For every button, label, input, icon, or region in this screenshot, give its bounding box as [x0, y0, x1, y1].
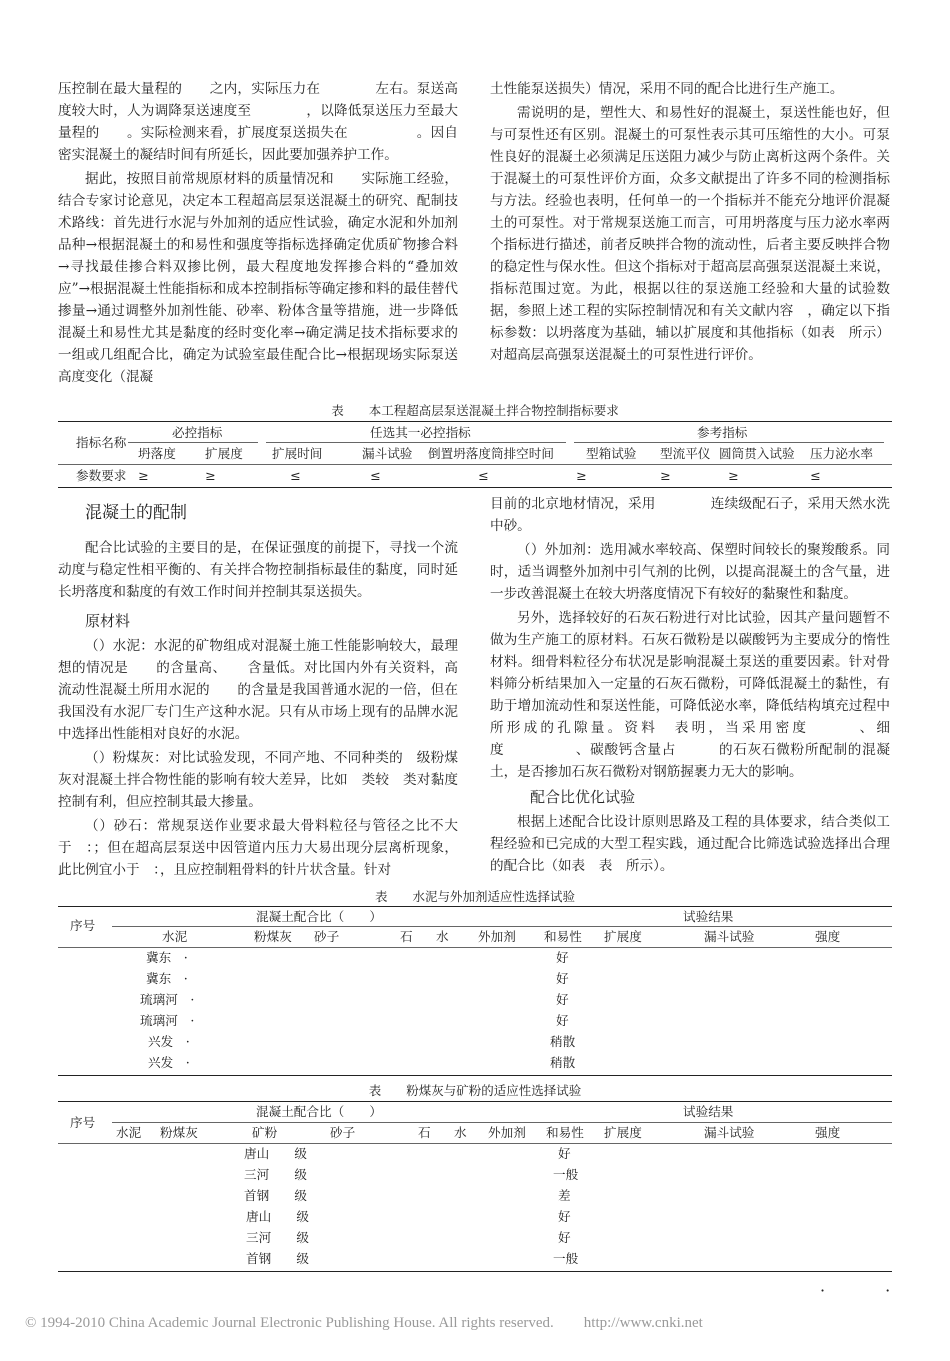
table-row-slag: 首钢 级	[244, 1188, 307, 1203]
copyright-footer: © 1994-2010 China Academic Journal Electronic Publishing House. All rights reserved. http://www.cnki.net	[25, 1315, 703, 1331]
paragraph: 土性能泵送损失）情况，采用不同的配合比进行生产施工。	[490, 81, 844, 97]
table-row-slag: 唐山 级	[246, 1209, 309, 1224]
paragraph: 配合比试验的主要目的是，在保证强度的前提下，寻找一个流动度与稳定性相平衡的、有关拌合物控制指标最佳的黏度，同时延长坍落度和黏度的有效工作时间并控制其泵送损失。	[58, 540, 458, 600]
paragraph: （）粉煤灰：对比试验发现，不同产地、不同种类的 级粉煤灰对混凝土拌合物性能的影响有较大差异，比如 类较 类对黏度控制有利，但应控制其最大掺量。	[58, 750, 458, 810]
table2-col-header: 砂子	[314, 929, 340, 944]
subsection-title: 配合比优化试验	[530, 788, 636, 806]
table2-col-header: 强度	[815, 929, 841, 944]
table3-col-header: 水	[454, 1125, 467, 1140]
table-row-workability: 好	[556, 950, 569, 965]
table3-caption: 表 粉煤灰与矿粉的适应性选择试验	[368, 1083, 582, 1098]
page-number-marks: · ·	[820, 1281, 913, 1300]
subsection-title: 原材料	[85, 612, 131, 630]
table2-col-header: 水	[436, 929, 449, 944]
table1-value: ≥	[660, 468, 671, 483]
table1-value: ≥	[576, 468, 587, 483]
table1-caption: 表 本工程超高层泵送混凝土拌合物控制指标要求	[331, 403, 619, 418]
table3-top-rule	[58, 1101, 892, 1102]
table-row-slag: 三河 级	[244, 1167, 307, 1182]
table3-col-header: 漏斗试验	[704, 1125, 755, 1140]
table-row-workability: 好	[558, 1146, 571, 1161]
table-row-cement: 琉璃河 ·	[140, 992, 195, 1007]
table-row-cement: 兴发 ·	[148, 1034, 190, 1049]
table1-value: ≤	[290, 468, 301, 483]
table1-col-header: 坍落度	[138, 446, 176, 461]
table2-col-header: 粉煤灰	[254, 929, 292, 944]
table3-col-header: 粉煤灰	[160, 1125, 198, 1140]
table-row-workability: 好	[558, 1209, 571, 1224]
paragraph: 根据上述配合比设计原则思路及工程的具体要求，结合类似工程经验和已完成的大型工程实践，通过配合比筛选试验选择出合理的配合比（如表 表 所示）。	[490, 814, 890, 874]
table3-col-header: 矿粉	[252, 1125, 278, 1140]
table1-group: 必控指标	[172, 425, 223, 440]
table-row-workability: 好	[556, 971, 569, 986]
paragraph: （）外加剂：选用减水率较高、保塑时间较长的聚羧酸系。同时，适当调整外加剂中引气剂的比例，以提高混凝土的含气量，进一步改善混凝土在较大坍落度情况下有较好的黏聚性和黏度。	[490, 542, 890, 602]
table1-col-header: 漏斗试验	[362, 446, 413, 461]
table2-col-header: 外加剂	[478, 929, 516, 944]
table2-seq-label: 序号	[70, 918, 96, 933]
table2-col-header: 漏斗试验	[704, 929, 755, 944]
table1-group: 任选其一必控指标	[370, 425, 471, 440]
table1-value: ≤	[478, 468, 489, 483]
table-row-workability: 好	[556, 1013, 569, 1028]
table2-col-header: 水泥	[162, 929, 188, 944]
table3-col-header: 和易性	[546, 1125, 584, 1140]
table1-col-header: 扩展度	[205, 446, 243, 461]
table-row-slag: 首钢 级	[246, 1251, 309, 1266]
table3-col-header: 砂子	[330, 1125, 356, 1140]
table3-header-rule	[58, 1143, 892, 1144]
table1-col-header: 圆筒贯入试验	[719, 446, 795, 461]
table-row-workability: 一般	[553, 1251, 579, 1266]
table-row-workability: 好	[558, 1230, 571, 1245]
table1-value: ≥	[205, 468, 216, 483]
table2-caption: 表 水泥与外加剂适应性选择试验	[374, 889, 575, 904]
table1-value: ≤	[810, 468, 821, 483]
paragraph: 需说明的是，塑性大、和易性好的混凝土，泵送性能也好，但与可泵性还有区别。混凝土的可泵性表示其可压缩性的大小。可泵性良好的混凝土必须满足压送阻力减少与防止离析这两个条件。关于混凝土的可泵性评价方面，众多文献提出了许多不同的检测指标与方法。经验也表明，任何单一的一个指标并不能充分地评价混凝土的可泵性。对于常规泵送施工而言，可用坍落度与压力泌水率两个指标进行描述，前者反映拌合物的流动性，后者主要反映拌合物的稳定性与保水性。但这个指标对于超高层高强泵送混凝土来说，指标范围过宽。为此，根据以往的泵送施工经验和大量的试验数据，参照上述工程的实际控制情况和有关文献内容 ，确定以下指标参数：以坍落度为基础，辅以扩展度和其他指标（如表 所示）对超高层高强泵送混凝土的可泵性进行评价。	[490, 105, 890, 363]
table1-param-label: 参数要求	[76, 468, 127, 483]
table1-col-header: 倒置坍落度筒排空时间	[428, 446, 554, 461]
table2-mix-group: 混凝土配合比（ ）	[256, 909, 382, 924]
table1-value: ≥	[728, 468, 739, 483]
table1-col-header: 压力泌水率	[810, 446, 873, 461]
table-row-slag: 三河 级	[246, 1230, 309, 1245]
paragraph: 另外，选择较好的石灰石粉进行对比试验，因其产量问题暂不做为生产施工的原材料。石灰石微粉是以碳酸钙为主要成分的惰性材料。细骨料粒径分布状况是影响混凝土泵送的重要因素。针对骨料筛分析结果加入一定量的石灰石微粉，可降低混凝土的黏性，有助于增加流动性和泵送性能，可降低泌水率，降低结构填充过程中所形成的孔隙量。资料 表明，当采用密度 、细度 、碳酸钙含量占 的石灰石微粉所配制的混凝土，是否掺加石灰石微粉对钢筋握裹力无大的影响。	[490, 610, 890, 780]
table3-col-header: 外加剂	[488, 1125, 526, 1140]
table1-value: ≥	[138, 468, 149, 483]
table3-bottom-rule	[58, 1271, 892, 1272]
table2-col-header: 石	[400, 929, 413, 944]
table2-bottom-rule	[58, 1075, 892, 1076]
paragraph: （）水泥：水泥的矿物组成对混凝土施工性能影响较大，最理想的情况是 的含量高、 含量低。对比国内外有关资料，高流动性混凝土所用水泥的 的含量是我国普通水泥的一倍，但在我国没有水泥厂专门生产这种水泥。只有从市场上现有的品牌水泥中选择出性能相对良好的水泥。	[58, 638, 458, 742]
table3-col-header: 石	[418, 1125, 431, 1140]
paragraph: 据此，按照目前常规原材料的质量情况和 实际施工经验，结合专家讨论意见，决定本工程超高层泵送混凝土的研究、配制技术路线：首先进行水泥与外加剂的适应性试验，确定水泥和外加剂品种→根据混凝土的和易性和强度等指标选择确定优质矿物掺合料→寻找最佳掺合料双掺比例，最大程度地发挥掺合料的“叠加效应”→根据混凝土性能指标和成本控制指标等确定掺和料的最佳替代掺量→通过调整外加剂性能、砂率、粉体含量等措施，进一步降低混凝土和易性尤其是黏度的经时变化率→确定满足技术指标要求的一组或几组配合比，确定为试验室最佳配合比→根据现场实际泵送高度变化（混凝	[58, 171, 458, 385]
right-column-bottom	[490, 493, 890, 877]
section-title: 混凝土的配制	[85, 503, 187, 523]
table1-top-rule	[58, 421, 892, 422]
table-row-slag: 唐山 级	[244, 1146, 307, 1161]
table3-seq-label: 序号	[70, 1115, 96, 1130]
table3-col-header: 水泥	[116, 1125, 142, 1140]
table1-group: 参考指标	[697, 425, 748, 440]
table3-col-header: 强度	[815, 1125, 841, 1140]
table3-col-header: 扩展度	[604, 1125, 642, 1140]
table3-result-group: 试验结果	[683, 1104, 734, 1119]
table-row-workability: 稍散	[550, 1055, 576, 1070]
table1-value: ≤	[370, 468, 381, 483]
table-row-workability: 差	[558, 1188, 571, 1203]
table1-group-rule	[574, 442, 884, 443]
left-column-bottom	[58, 495, 458, 881]
table2-col-header: 和易性	[544, 929, 582, 944]
table-row-workability: 稍散	[550, 1034, 576, 1049]
table1-col-header: 扩展时间	[272, 446, 323, 461]
table-row-cement: 兴发 ·	[148, 1055, 190, 1070]
left-column-top	[58, 78, 458, 388]
table1-row-label: 指标名称	[76, 435, 127, 450]
table2-top-rule	[58, 906, 892, 907]
table-row-workability: 好	[556, 992, 569, 1007]
table2-result-group: 试验结果	[683, 909, 734, 924]
table-row-cement: 冀东 ·	[146, 950, 188, 965]
table2-col-header: 扩展度	[604, 929, 642, 944]
table3-mix-group: 混凝土配合比（ ）	[256, 1104, 382, 1119]
table1-col-header: 型流平仪	[660, 446, 711, 461]
table-row-cement: 冀东 ·	[146, 971, 188, 986]
table1-bottom-rule	[58, 487, 892, 488]
table-row-workability: 一般	[553, 1167, 579, 1182]
paragraph: 压控制在最大量程的 之内，实际压力在 左右。泵送高度较大时，人为调降泵送速度至 ，以降低泵送压力至最大量程的 。实际检测来看，扩展度泵送损失在 。因自密实混凝土的凝结时间有所延长，因此要加强养护工作。	[58, 81, 458, 163]
right-column-top	[490, 78, 890, 366]
table1-group-rule	[266, 442, 566, 443]
table1-header-rule	[58, 464, 892, 465]
paragraph: 目前的北京地材情况，采用 连续级配石子，采用天然水洗中砂。	[490, 496, 890, 534]
paragraph: （）砂石：常规泵送作业要求最大骨料粒径与管径之比不大于 ：；但在超高层泵送中因管道内压力大易出现分层离析现象，此比例宜小于 ：，且应控制粗骨料的针片状含量。针对	[58, 818, 458, 878]
table1-col-header: 型箱试验	[586, 446, 637, 461]
table1-group-rule	[128, 442, 258, 443]
table-row-cement: 琉璃河 ·	[140, 1013, 195, 1028]
